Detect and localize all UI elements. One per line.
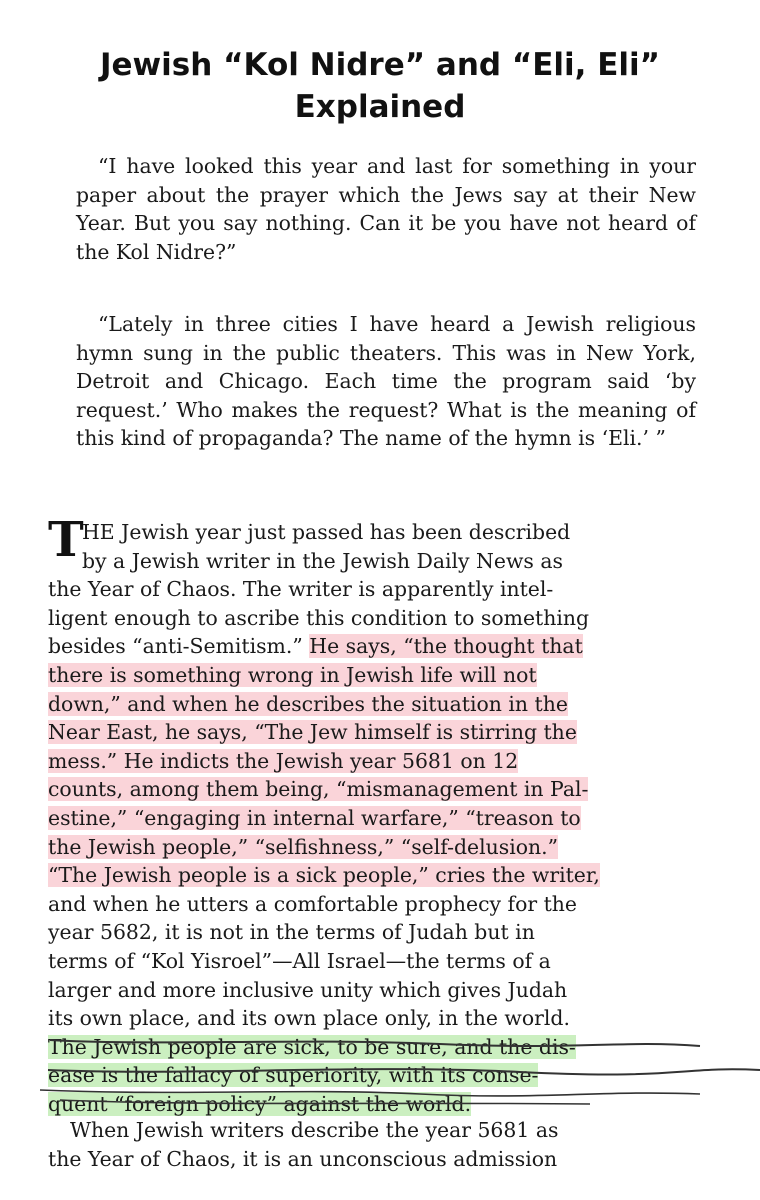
title-line-2: Explained (294, 89, 466, 125)
pink-highlighted-text: counts, among them being, “mismanagement in Pal- (48, 777, 589, 802)
closing-line-2: the Year of Chaos, it is an unconscious admission (48, 1146, 558, 1171)
body-text: HE Jewish year just passed has been described (82, 520, 571, 544)
title-line-1: Jewish “Kol Nidre” and “Eli, Eli” (99, 47, 661, 83)
body-text: besides “anti-Semitism.” (48, 634, 310, 659)
body-line (48, 804, 710, 833)
drop-cap: T (48, 512, 84, 568)
body-line (48, 575, 710, 604)
body-text: ligent enough to ascribe this condition to something (48, 605, 590, 630)
pink-highlighted-text: He says, “the thought that (309, 634, 583, 659)
body-line (48, 632, 710, 661)
body-line (48, 747, 710, 776)
closing-line-1: When Jewish writers describe the year 5681 as (70, 1118, 559, 1142)
body-line (48, 861, 710, 890)
pink-highlighted-text: there is something wrong in Jewish life will not (48, 662, 537, 687)
body-line (48, 547, 710, 576)
pink-highlighted-text: down,” and when he describes the situation in the (48, 691, 568, 716)
pink-highlighted-text: Near East, he says, “The Jew himself is stirring the (48, 720, 577, 745)
body-text: larger and more inclusive unity which gives Judah (48, 977, 568, 1002)
body-line (48, 604, 710, 633)
body-line (48, 518, 710, 547)
body-line (48, 690, 710, 719)
pink-highlighted-text: the Jewish people,” “selfishness,” “self-delusion.” (48, 834, 559, 859)
article-title (40, 44, 720, 128)
body-paragraph (48, 512, 710, 1118)
body-line (48, 775, 710, 804)
body-line (48, 890, 710, 919)
green-highlighted-text: ease is the fallacy of superiority, with its conse- (48, 1063, 539, 1088)
body-line (48, 947, 710, 976)
reader-quote-2: “Lately in three cities I have heard a Jewish religious hymn sung in the public theaters. This was in New York, Detroit and Chicago. Each time the program said ‘by request.’ Who makes the request? What is the meaning of this kind of propaganda? The name of the hymn is ‘Eli.’ ” (76, 312, 696, 451)
closing-paragraph (48, 1116, 710, 1173)
body-text: and when he utters a comfortable prophecy for the (48, 891, 577, 916)
body-line (48, 661, 710, 690)
pink-highlighted-text: mess.” He indicts the Jewish year 5681 on 12 (48, 748, 519, 773)
body-line (48, 1061, 710, 1090)
body-line (48, 1033, 710, 1062)
body-line (48, 718, 710, 747)
body-line (48, 1004, 710, 1033)
body-text: the Year of Chaos. The writer is apparently intel- (48, 577, 554, 602)
pink-highlighted-text: estine,” “engaging in internal warfare,” “treason to (48, 805, 581, 830)
body-line (48, 976, 710, 1005)
body-text: terms of “Kol Yisroel”—All Israel—the terms of a (48, 948, 551, 973)
body-text: year 5682, it is not in the terms of Judah but in (48, 920, 535, 945)
body-line (48, 833, 710, 862)
body-line (48, 1090, 710, 1119)
body-text: its own place, and its own place only, in the world. (48, 1006, 570, 1031)
body-text: by a Jewish writer in the Jewish Daily News as (82, 548, 563, 573)
body-line (48, 918, 710, 947)
green-highlighted-text: The Jewish people are sick, to be sure, and the dis- (48, 1034, 576, 1059)
pink-highlighted-text: “The Jewish people is a sick people,” cries the writer, (48, 863, 600, 888)
reader-quote-1: “I have looked this year and last for something in your paper about the prayer which the Jews say at their New Year. But you say nothing. Can it be you have not heard of the Kol Nidre?” (76, 154, 696, 264)
green-highlighted-text: quent “foreign policy” against the world. (48, 1091, 472, 1116)
